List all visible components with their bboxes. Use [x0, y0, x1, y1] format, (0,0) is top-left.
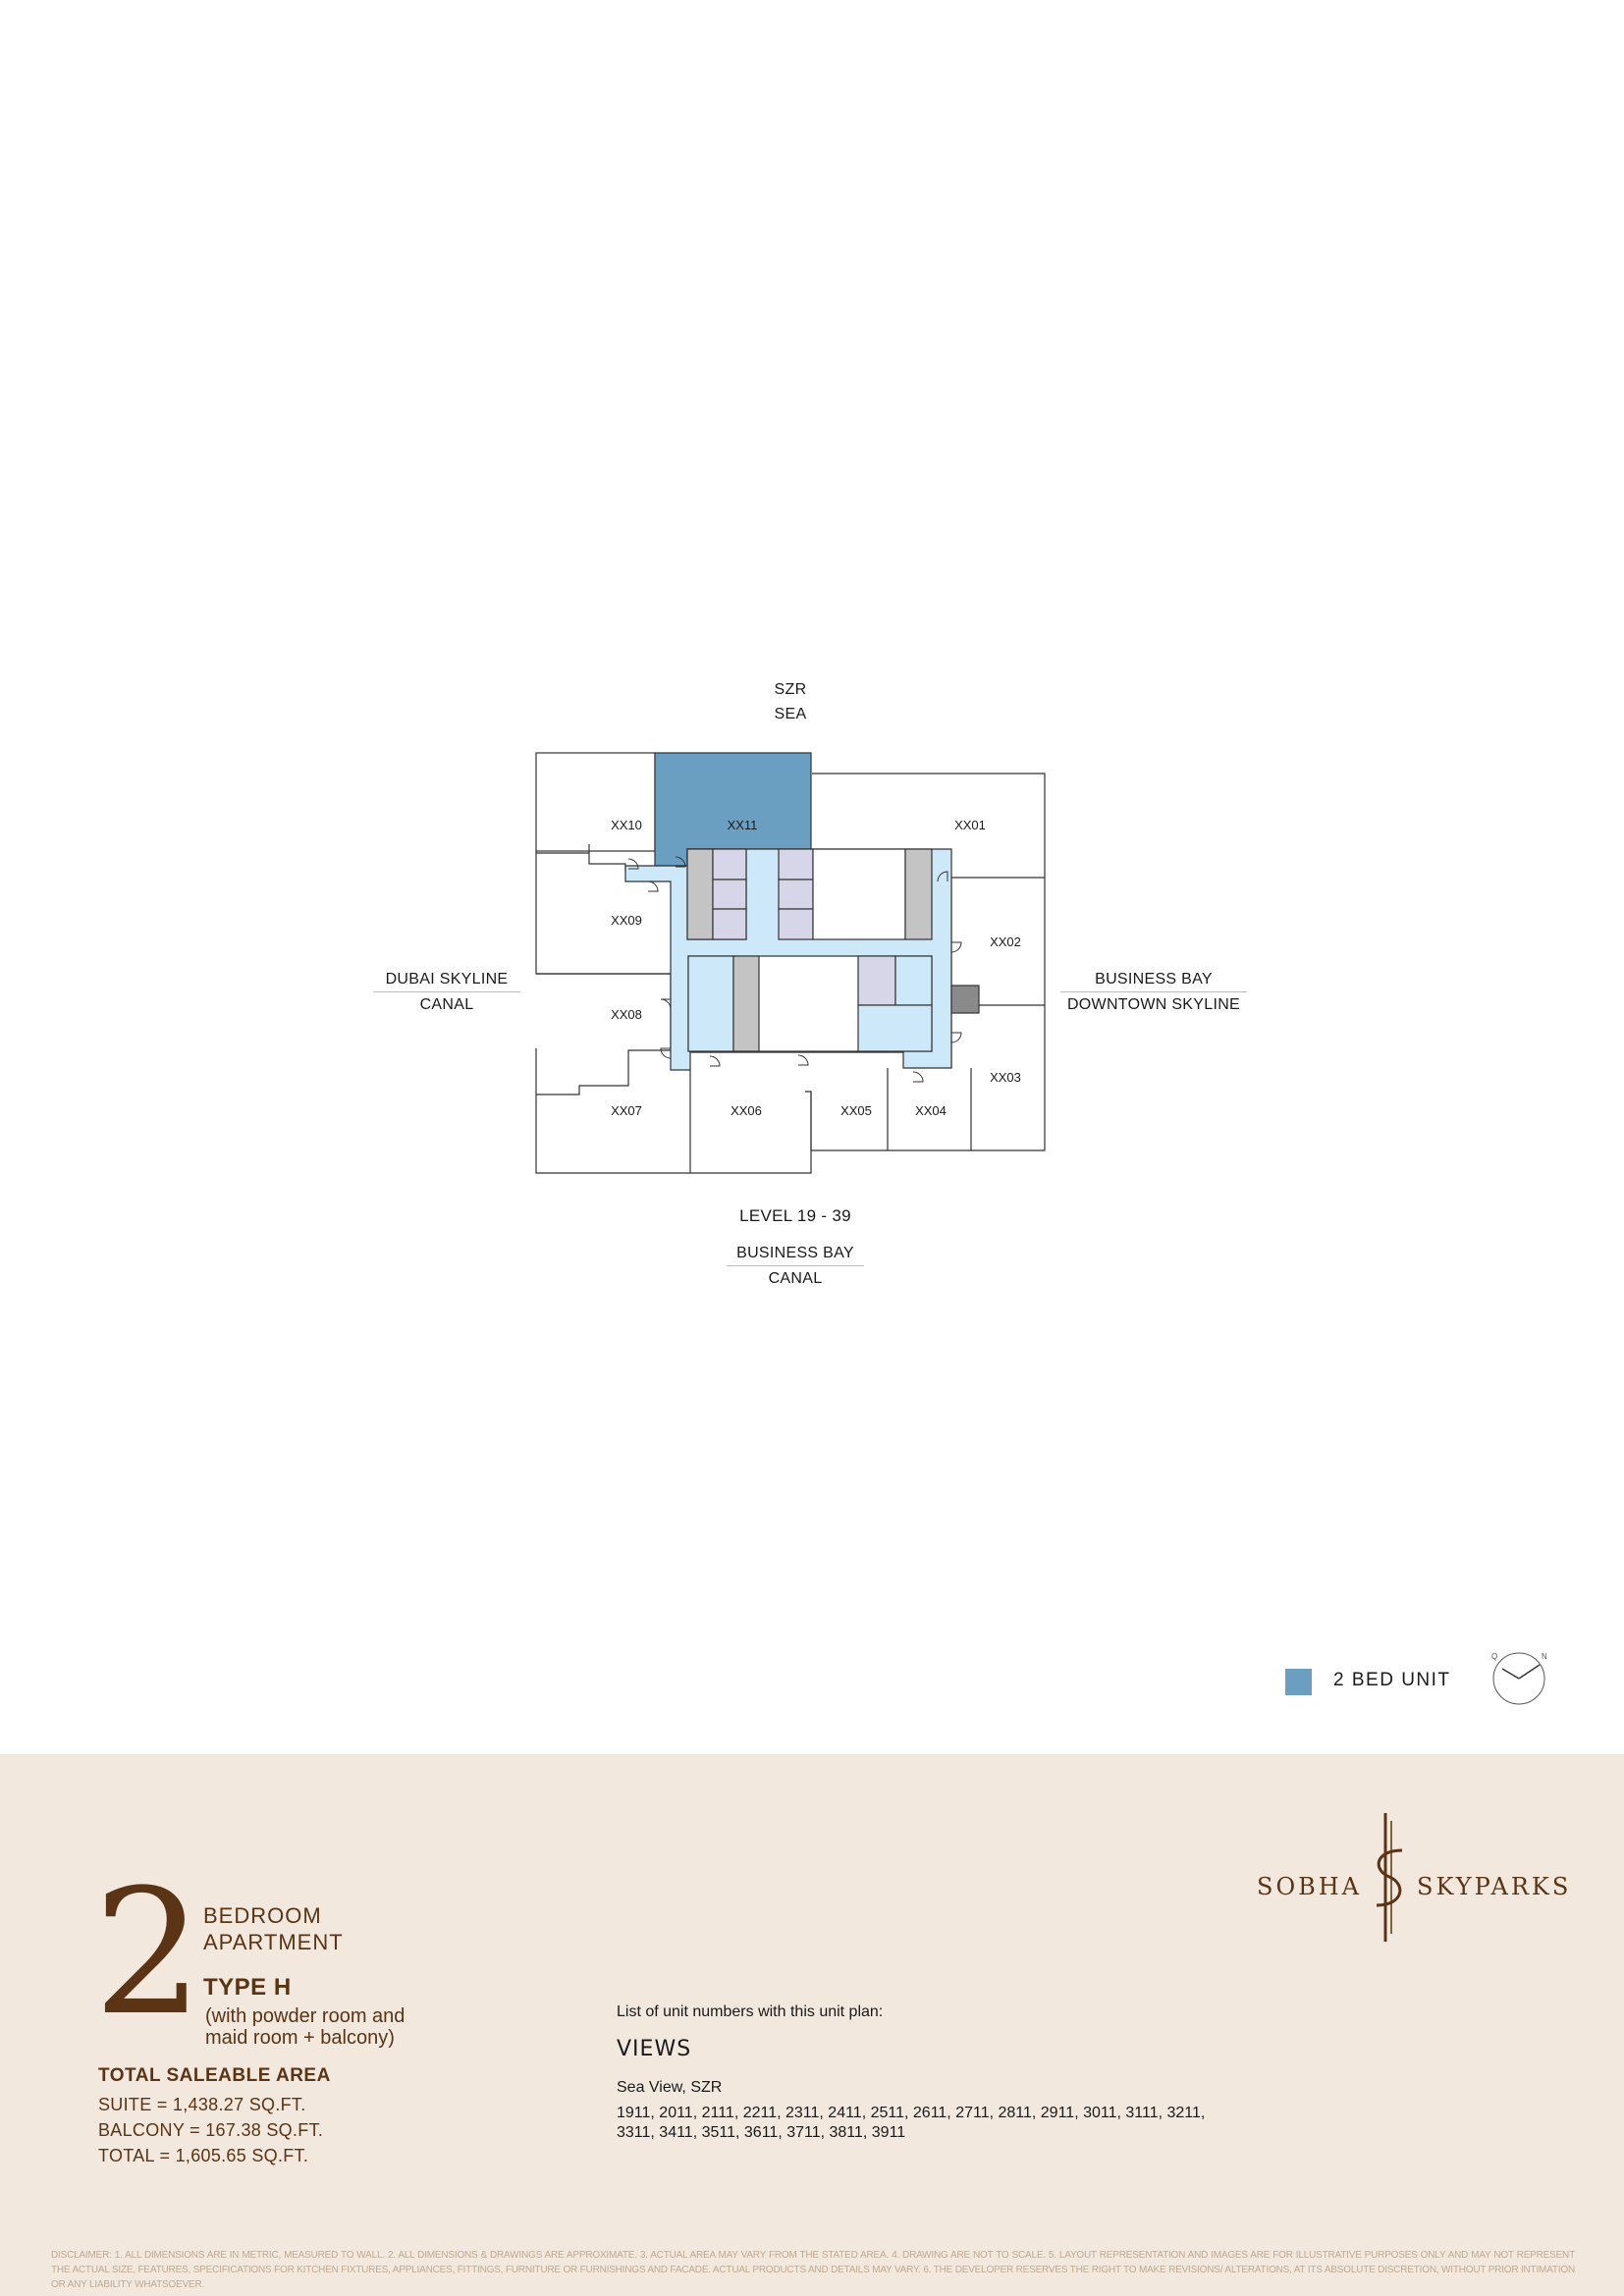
unit-label-xx04: XX04 — [915, 1103, 947, 1118]
unit-label-xx05: XX05 — [840, 1103, 872, 1118]
legend-label: 2 BED UNIT — [1333, 1670, 1451, 1690]
lift-b3 — [779, 909, 813, 939]
brand-right: SKYPARKS — [1417, 1873, 1572, 1900]
lift-a3 — [713, 909, 746, 939]
unit-xx10-shape — [536, 753, 655, 851]
core-room-b — [813, 849, 905, 939]
unit-label-xx02: XX02 — [990, 934, 1021, 949]
service-shaft — [951, 986, 979, 1013]
unit-numbers-list: 1911, 2011, 2111, 2211, 2311, 2411, 2511, 2611, 2711, 2811, 2911, 3011, 3111, 3211, 3311, 3411, 3511, 3611, 3711, 3811, 3911 — [617, 2105, 1206, 2141]
unit-label-xx10: XX10 — [611, 818, 642, 832]
view-name: Sea View, SZR — [617, 2079, 723, 2096]
core-stair-b — [895, 956, 932, 1005]
unit-label-xx03: XX03 — [990, 1070, 1021, 1085]
unit-type: TYPE H — [203, 1974, 292, 2001]
bedroom-count: 2 — [93, 1852, 203, 2054]
unit-label-xx07: XX07 — [611, 1103, 642, 1118]
view-right-line-2: DOWNTOWN SKYLINE — [1066, 996, 1241, 1013]
area-title: TOTAL SALEABLE AREA — [98, 2065, 331, 2086]
lift-c1 — [858, 956, 895, 1005]
lift-a2 — [713, 880, 746, 909]
bedroom-line-1: BEDROOM — [203, 1903, 322, 1928]
unit-type-description — [205, 2005, 405, 2049]
view-bottom-line-2: CANAL — [768, 1270, 823, 1287]
view-left-line-1: DUBAI SKYLINE — [373, 967, 520, 992]
unit-label-xx11: XX11 — [727, 818, 758, 832]
core-shaft-b — [905, 849, 932, 939]
brand-logo — [1247, 1811, 1571, 1949]
core-lobby — [858, 1005, 932, 1051]
area-balcony: BALCONY = 167.38 SQ.FT. — [98, 2120, 324, 2140]
core-shaft-c — [733, 956, 759, 1051]
svg-text:Q: Q — [1491, 1652, 1498, 1661]
views-heading: VIEWS — [617, 2037, 692, 2061]
lift-b1 — [779, 849, 813, 880]
core-stair-a — [688, 956, 733, 1051]
brand-left: SOBHA — [1257, 1873, 1363, 1900]
view-top-line-1: SZR — [774, 681, 807, 698]
logo-monogram-icon — [1365, 1811, 1414, 1944]
north-compass — [1491, 1652, 1547, 1704]
unit-list-title: List of unit numbers with this unit plan: — [617, 2003, 884, 2020]
unit-label-xx01: XX01 — [954, 818, 986, 832]
lift-b2 — [779, 880, 813, 909]
area-suite: SUITE = 1,438.27 SQ.FT. — [98, 2095, 306, 2114]
core-shaft-a — [687, 849, 713, 939]
level-label: LEVEL 19 - 39 — [739, 1206, 851, 1225]
view-bottom-line-1: BUSINESS BAY — [727, 1241, 864, 1266]
legend-swatch — [1285, 1669, 1312, 1695]
svg-text:N: N — [1542, 1652, 1547, 1661]
disclaimer: DISCLAIMER: 1. ALL DIMENSIONS ARE IN METRIC, MEASURED TO WALL. 2. ALL DIMENSIONS & DRAWINGS ARE APPROXIMATE. 3. ACTUAL AREA MAY VARY FROM THE STATED AREA. 4. DRAWING ARE NOT TO SCALE. 5. LAYOUT REPRESENTATION AND IMAGES ARE FOR ILLUSTRATIVE PURPOSES ONLY AND MAY NOT REPRESENT THE ACTUAL SIZE, FEATURES, SPECIFICATIONS FOR KITCHEN FIXTURES, APPLIANCES, FITTINGS, FURNITURE OR FURNISHINGS AND FACADE. ACTUAL PRODUCTS AND DETAILS MAY VARY. 6. THE DEVELOPER RESERVES THE RIGHT TO MAKE REVISIONS/ ALTERATIONS, AT ITS ABSOLUTE DISCRETION, WITHOUT PRIOR INTIMATION OR ANY LIABILITY WHATSOEVER. — [51, 2250, 1575, 2290]
view-top-line-2: SEA — [774, 706, 807, 722]
type-sub-line-1: (with powder room and — [205, 2005, 406, 2027]
type-sub-line-2: maid room + balcony) — [205, 2027, 395, 2049]
view-right-line-1: BUSINESS BAY — [1060, 967, 1247, 992]
unit-label-xx08: XX08 — [611, 1007, 642, 1022]
view-left-line-2: CANAL — [419, 996, 474, 1013]
lift-a1 — [713, 849, 746, 880]
unit-label-xx06: XX06 — [731, 1103, 762, 1118]
bedroom-heading — [203, 1902, 344, 1955]
unit-label-xx09: XX09 — [611, 913, 642, 928]
area-total: TOTAL = 1,605.65 SQ.FT. — [98, 2146, 309, 2165]
bedroom-line-2: APARTMENT — [203, 1930, 344, 1954]
